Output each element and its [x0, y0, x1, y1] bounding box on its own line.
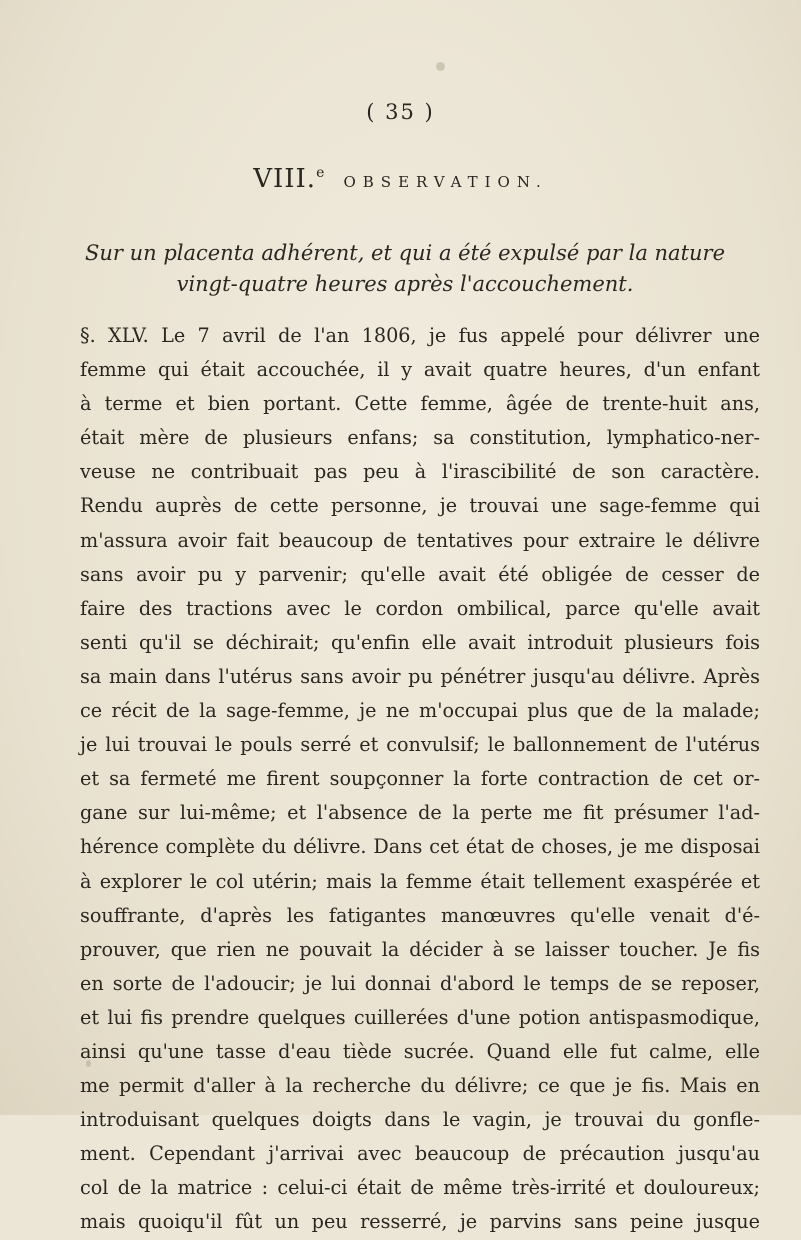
body-line: ce récit de la sage-femme, je ne m'occupai plus que de la malade;	[80, 699, 760, 723]
body-line: à explorer le col utérin; mais la femme était tellement exaspérée et	[80, 869, 760, 893]
subtitle-line: Sur un placenta adhérent, et qui a été expulsé par la nature	[84, 241, 726, 265]
body-line: je lui trouvai le pouls serré et convulsif; le ballonnement de l'utérus	[80, 733, 760, 757]
body-text	[80, 319, 760, 1240]
body-line: m'assura avoir fait beaucoup de tentatives pour extraire le délivre	[80, 528, 760, 552]
body-line: senti qu'il se déchirait; qu'enfin elle avait introduit plusieurs fois	[80, 630, 760, 654]
body-line: gane sur lui-même; et l'absence de la perte me fit présumer l'ad-	[80, 801, 760, 825]
body-line: et sa fermeté me firent soupçonner la forte contraction de cet or-	[80, 767, 760, 791]
body-line: hérence complète du délivre. Dans cet état de choses, je me disposai	[80, 835, 760, 859]
body-line: ainsi qu'une tasse d'eau tiède sucrée. Quand elle fut calme, elle	[80, 1039, 760, 1063]
subtitle-line: vingt-quatre heures après l'accouchement.	[176, 272, 634, 296]
body-line: femme qui était accouchée, il y avait quatre heures, d'un enfant	[80, 358, 760, 382]
body-line: sa main dans l'utérus sans avoir pu pénétrer jusqu'au délivre. Après	[80, 664, 760, 688]
body-line: ment. Cependant j'arrivai avec beaucoup de précaution jusqu'au	[80, 1142, 760, 1166]
observation-number-superscript: e	[316, 165, 325, 181]
observation-subtitle	[80, 238, 730, 300]
body-line: veuse ne contribuait pas peu à l'irascibilité de son caractère.	[80, 460, 760, 484]
page-number: ( 35 )	[366, 100, 435, 124]
observation-word: OBSERVATION.	[343, 173, 548, 191]
body-line: Rendu auprès de cette personne, je trouvai une sage-femme qui	[80, 494, 760, 518]
body-line: sans avoir pu y parvenir; qu'elle avait été obligée de cesser de	[80, 562, 760, 586]
body-line: mais quoiqu'il fût un peu resserré, je parvins sans peine jusque	[80, 1210, 760, 1234]
observation-number: VIII.	[253, 164, 317, 194]
body-line: à terme et bien portant. Cette femme, âgée de trente-huit ans,	[80, 392, 760, 416]
paper-spot	[436, 62, 445, 71]
section-heading	[0, 164, 801, 194]
body-line: en sorte de l'adoucir; je lui donnai d'abord le temps de se reposer,	[80, 971, 760, 995]
body-line: introduisant quelques doigts dans le vagin, je trouvai du gonfle-	[80, 1108, 760, 1132]
body-line: était mère de plusieurs enfans; sa constitution, lymphatico-ner-	[80, 426, 760, 450]
body-line: prouver, que rien ne pouvait la décider à se laisser toucher. Je fis	[80, 937, 760, 961]
body-line: souffrante, d'après les fatigantes manœuvres qu'elle venait d'é-	[80, 903, 760, 927]
body-line: et lui fis prendre quelques cuillerées d'une potion antispasmodique,	[80, 1005, 760, 1029]
body-line: faire des tractions avec le cordon ombilical, parce qu'elle avait	[80, 596, 760, 620]
body-line: me permit d'aller à la recherche du délivre; ce que je fis. Mais en	[80, 1074, 760, 1098]
body-line: col de la matrice : celui-ci était de même très-irrité et douloureux;	[80, 1176, 760, 1200]
body-line: §. XLV. Le 7 avril de l'an 1806, je fus appelé pour délivrer une	[80, 324, 760, 347]
